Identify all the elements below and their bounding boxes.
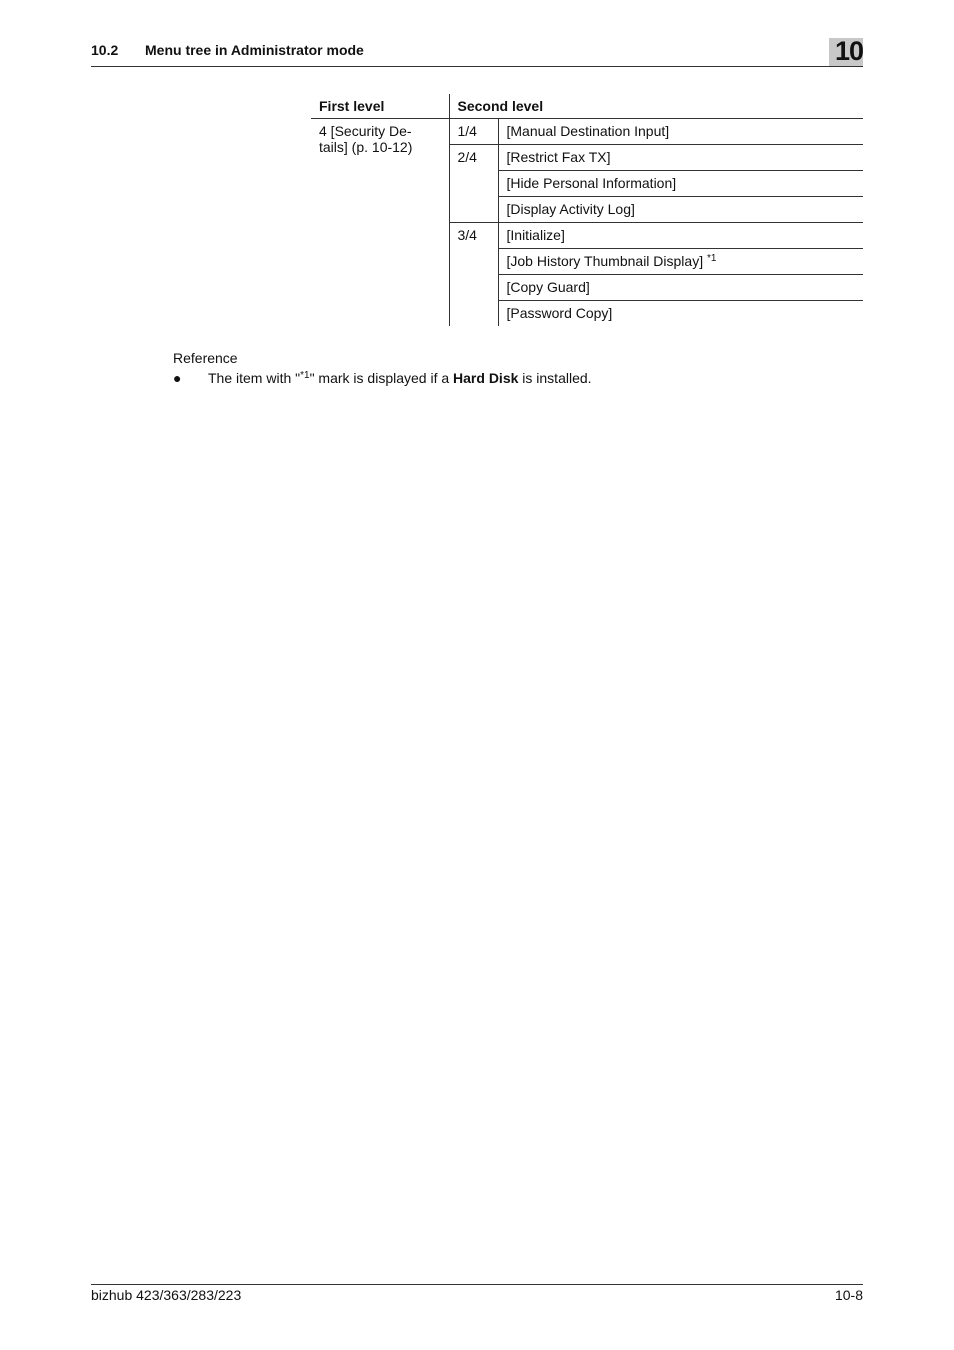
first-level-cell [311,119,449,327]
menu-item: [Manual Destination Input] [498,119,863,145]
menu-item: [Restrict Fax TX] [498,145,863,171]
column-header-second-level: Second level [449,94,863,119]
reference-text-part: " mark is displayed if a [309,370,454,386]
hard-disk-term: Hard Disk [453,370,519,386]
table-header-row [311,94,863,119]
page-footer [91,1284,863,1309]
page-indicator: 2/4 [449,145,498,223]
page-number: 10-8 [834,1287,863,1303]
menu-item: [Copy Guard] [498,275,863,301]
chapter-number: 10 [834,36,863,66]
table-row [311,119,863,145]
page-indicator: 1/4 [449,119,498,145]
page-header [91,40,863,67]
reference-text-part: is installed. [518,370,592,386]
menu-item: [Password Copy] [506,305,613,321]
page-indicator: 3/4 [449,223,498,327]
product-model: bizhub 423/363/283/223 [91,1287,242,1303]
first-level-line: 4 [Security De- [319,123,412,139]
menu-item [498,249,863,275]
reference-label: Reference [173,350,238,366]
section-number: 10.2 [91,42,119,58]
footnote-mark: *1 [707,253,717,264]
menu-item-label: [Job History Thumbnail Display] [506,253,704,269]
first-level-line: tails] (p. 10-12) [319,139,413,155]
menu-item: [Display Activity Log] [498,197,863,223]
section-title: Menu tree in Administrator mode [145,42,364,58]
menu-item: [Initialize] [498,223,863,249]
column-header-first-level: First level [311,94,449,119]
bullet-icon: ● [173,370,182,386]
reference-text [208,370,592,386]
chapter-tab [829,38,863,66]
footnote-mark: *1 [300,370,310,381]
reference-text-part: The item with " [208,370,301,386]
menu-item: [Hide Personal Information] [498,171,863,197]
menu-tree-table [311,94,863,326]
